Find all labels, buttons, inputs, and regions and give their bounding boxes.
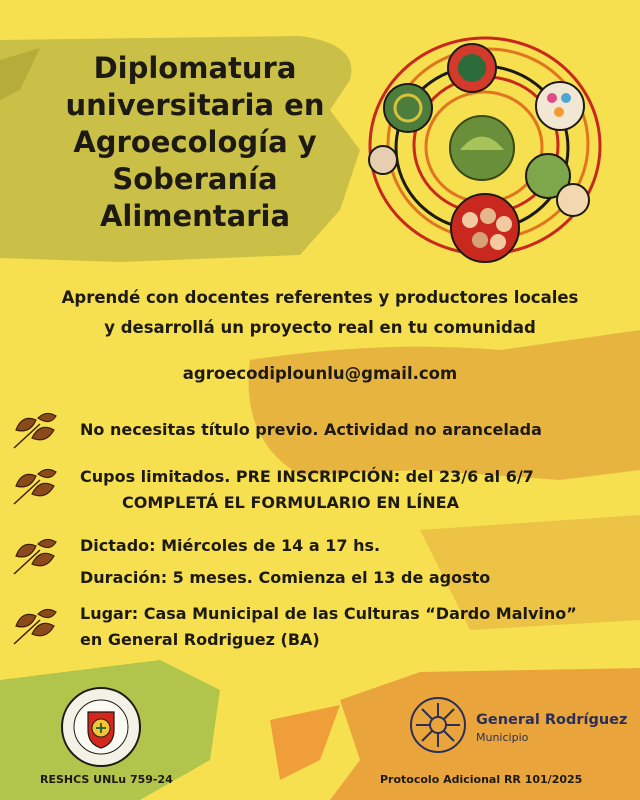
agroecology-circle-illustration [360,28,620,268]
info-item-location [80,601,577,653]
municipio-logo [408,695,468,755]
info-line: Dictado: Miércoles de 14 a 17 hs. [80,536,381,555]
leaf-icon [10,534,62,576]
title-line: Diplomatura [93,51,297,85]
info-item-registration [80,464,534,516]
info-item-schedule [80,530,490,594]
leaf-icon [10,408,62,450]
municipio-label: Municipio [476,731,529,744]
info-line: COMPLETÁ EL FORMULARIO EN LÍNEA [122,493,459,512]
info-line: No necesitas título previo. Actividad no arancelada [80,420,542,439]
leaf-icon [10,604,62,646]
title-line: Soberanía [112,162,278,196]
contact-email[interactable]: agroecodiplounlu@gmail.com [182,364,458,383]
subtitle-line: y desarrollá un proyecto real en tu comunidad [104,318,536,337]
title-line: universitaria en [65,88,325,122]
page-title [40,50,350,235]
title-line: Alimentaria [99,199,291,233]
info-line: Duración: 5 meses. Comienza el 13 de agosto [80,568,491,587]
info-line: en General Rodriguez (BA) [80,630,320,649]
info-line: Cupos limitados. PRE INSCRIPCIÓN: del 23/6 al 6/7 [80,467,534,486]
info-line: Lugar: Casa Municipal de las Culturas “Dardo Malvino” [80,604,577,623]
subtitle-line: Aprendé con docentes referentes y productores locales [61,288,579,307]
university-seal-logo [60,686,142,768]
subtitle [40,283,600,343]
info-item-requirements [80,417,542,443]
title-line: Agroecología y [73,125,317,159]
leaf-icon [10,464,62,506]
footer-protocol: Protocolo Adicional RR 101/2025 [380,773,583,786]
municipio-name: General Rodríguez [476,712,628,728]
footer-resolution: RESHCS UNLu 759-24 [40,773,173,786]
